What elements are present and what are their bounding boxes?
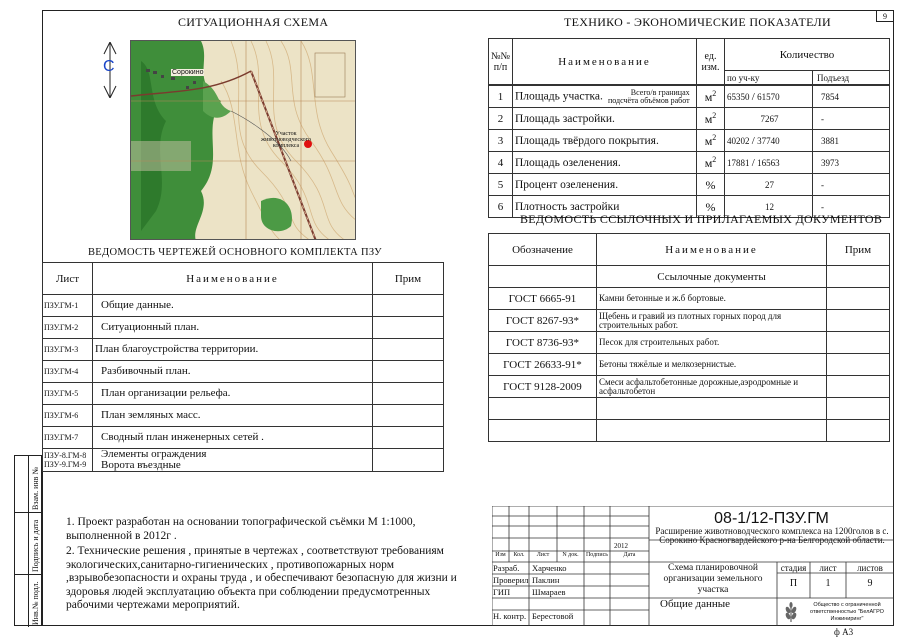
tep-row-road: - <box>813 174 890 196</box>
tep-col-name: Наименование <box>513 39 697 85</box>
tep-row-unit: м <box>704 111 713 126</box>
tep-row-name: Площадь участка. <box>515 90 603 103</box>
ref-code: ГОСТ 26633-91* <box>489 354 597 376</box>
note-1: 1. Проект разработан на основании топографической съёмки М 1:1000, выполненной в 2012г . <box>66 516 416 542</box>
tep-row-name-cell <box>513 152 697 174</box>
tep-col-no: №№ п/п <box>489 39 513 85</box>
drawing-sheet: ПЗУ.ГМ-5 <box>44 389 79 398</box>
drawings-table <box>42 262 444 472</box>
drawing-sheet: ПЗУ.ГМ-3 <box>44 345 79 354</box>
tep-row <box>489 130 890 152</box>
tep-row-unit: % <box>705 199 716 214</box>
ref-row <box>489 288 890 310</box>
tep-row-site-a: 12 <box>765 201 774 212</box>
tep-row-site-cell: 40202 / 37740 <box>725 130 813 152</box>
tep-row-unit-cell <box>697 130 725 152</box>
ref-name: Бетоны тяжёлые и мелкозернистые. <box>597 354 827 376</box>
stamp-list: 1 <box>825 578 831 589</box>
drawing-sheet: ПЗУ.ГМ-4 <box>44 367 79 376</box>
drawing-row <box>43 317 444 339</box>
drawing-sheet-cell <box>43 317 93 339</box>
tep-row-site-b: 61570 <box>757 91 780 102</box>
tep-row-site-a: 65350 <box>727 91 750 102</box>
drawing-name-cell <box>93 449 373 472</box>
tep-row-site-a: 40202 <box>727 135 750 146</box>
drawing-row <box>43 361 444 383</box>
drawing-name: План земляных масс. <box>101 409 201 421</box>
stamp-person: Харченко <box>532 563 567 573</box>
stamp-stage-header: стадия <box>780 563 807 573</box>
tep-row-name: Плотность застройки <box>515 200 620 213</box>
ref-name: Песок для строительных работ. <box>597 332 827 354</box>
stamp-org: Общество с ограниченной ответственностью "БелАГРО Инжиниринг" <box>810 602 884 622</box>
stamp-header-cell: Лист <box>536 552 550 558</box>
stamp-list-header: лист <box>819 563 837 573</box>
tep-row-unit: м <box>704 155 713 170</box>
drawing-sheet: ПЗУ.ГМ-2 <box>44 323 79 332</box>
map-village-label: Сорокино <box>172 69 204 76</box>
drawing-name: Сводный план инженерных сетей . <box>101 431 264 443</box>
drawing-row <box>43 427 444 449</box>
stamp-header-cell: N док. <box>562 552 579 558</box>
tep-row-site-a: 27 <box>765 179 774 190</box>
company-logo-icon <box>782 602 800 622</box>
ref-code: ГОСТ 6665-91 <box>489 288 597 310</box>
stamp-lists-header: листов <box>857 563 883 573</box>
drawing-name-cell <box>93 383 373 405</box>
drawing-sheet-cell <box>43 295 93 317</box>
drawings-col-note: Прим <box>373 263 444 295</box>
compass-north-arrow <box>102 42 118 98</box>
tep-row-unit-sup: 2 <box>712 110 717 120</box>
tep-row-unit-cell <box>697 174 725 196</box>
tep-row-no: 4 <box>489 152 513 174</box>
drawing-sheet: ПЗУ-8.ГМ-8 <box>44 451 87 460</box>
drawing-name-cell <box>93 317 373 339</box>
ref-row <box>489 310 890 332</box>
tep-row-unit-sup: 2 <box>712 154 717 164</box>
tep-row-name-cell <box>513 130 697 152</box>
tep-row-unit-sup: 2 <box>712 132 717 142</box>
tep-col-unit: ед. изм. <box>697 39 725 85</box>
ref-code: ГОСТ 8736-93* <box>489 332 597 354</box>
refs-table <box>488 233 890 442</box>
tep-row-road: 3881 <box>813 130 890 152</box>
ref-code: ГОСТ 9128-2009 <box>489 376 597 398</box>
ref-row <box>489 332 890 354</box>
stamp-year: 2012 <box>614 542 628 550</box>
tep-row-site-a: 17881 <box>727 157 750 168</box>
tep-row-unit: м <box>704 89 713 104</box>
drawings-col-sheet: Лист <box>43 263 93 295</box>
tep-col-road: Подъезд <box>813 71 890 85</box>
tep-row-unit-sup: 2 <box>712 88 717 98</box>
ref-code: ГОСТ 8267-93* <box>489 310 597 332</box>
drawing-name: План организации рельефа. <box>101 387 231 399</box>
drawing-sheet-2: ПЗУ-9.ГМ-9 <box>44 460 87 469</box>
drawing-sheet: ПЗУ.ГМ-7 <box>44 433 79 442</box>
refs-section: Ссылочные документы <box>597 266 827 288</box>
drawing-name-cell <box>93 405 373 427</box>
stamp-person: Берестовой <box>532 611 574 621</box>
tep-title: ТЕХНИКО - ЭКОНОМИЧЕСКИЕ ПОКАЗАТЕЛИ <box>564 15 831 29</box>
drawing-row <box>43 383 444 405</box>
drawing-sheet-cell <box>43 361 93 383</box>
stamp-role: Проверил <box>493 575 529 585</box>
drawing-row <box>43 339 444 361</box>
stamp-role: Разраб. <box>493 563 520 573</box>
stamp-project: Расширение животноводческого комплекса на 1200голов в с. Сорокино Красногвардейского р-на Белгородской области. <box>655 526 889 545</box>
stamp-lists: 9 <box>867 578 873 589</box>
drawing-row <box>43 405 444 427</box>
approval-sidebar <box>14 455 42 626</box>
tep-row-road: - <box>813 196 890 218</box>
tep-row-note: Всего/в границах подсчёта объёмов работ <box>608 87 690 105</box>
tep-row-name-cell <box>513 108 697 130</box>
tep-row-site-cell <box>725 108 813 130</box>
tep-row <box>489 152 890 174</box>
drawing-name-cell <box>93 339 373 361</box>
tep-row-site-b: 16563 <box>757 157 780 168</box>
stamp-general: Общие данные <box>660 598 731 610</box>
refs-title: ВЕДОМОСТЬ ССЫЛОЧНЫХ И ПРИЛАГАЕМЫХ ДОКУМЕНТОВ <box>520 212 883 226</box>
tep-row <box>489 108 890 130</box>
tep-row-name-cell <box>513 174 697 196</box>
stamp-code: 08-1/12-ПЗУ.ГМ <box>714 510 829 527</box>
tep-row-no: 3 <box>489 130 513 152</box>
stamp-person: Паклин <box>532 575 560 585</box>
tep-row-road: - <box>813 108 890 130</box>
refs-col-name: Наименование <box>597 234 827 266</box>
tep-row-unit-cell <box>697 86 725 108</box>
situation-map <box>130 40 356 240</box>
tep-row-unit: % <box>705 177 716 192</box>
stamp-role: Н. контр. <box>493 611 527 621</box>
stamp-sheet-title: Схема планировочной организации земельного участка <box>663 563 763 595</box>
notes <box>66 516 466 613</box>
drawing-row <box>43 295 444 317</box>
drawings-title: ВЕДОМОСТЬ ЧЕРТЕЖЕЙ ОСНОВНОГО КОМПЛЕКТА ПЗУ <box>88 247 382 258</box>
drawing-name-cell <box>93 427 373 449</box>
tep-row-unit-cell <box>697 152 725 174</box>
sidebar-inv: Инв.№ подл. <box>31 581 40 625</box>
refs-col-code: Обозначение <box>489 234 597 266</box>
drawing-name-2: Ворота въездные <box>101 459 181 471</box>
drawing-sheet-cell <box>43 383 93 405</box>
ref-row <box>489 354 890 376</box>
ref-name: Камни бетонные и ж.б бортовые. <box>597 288 827 310</box>
tep-row-no: 2 <box>489 108 513 130</box>
tep-row-site-cell <box>725 174 813 196</box>
title-block <box>492 506 894 626</box>
paper-format: ф А3 <box>834 627 854 637</box>
drawing-name: Разбивочный план. <box>101 365 191 377</box>
tep-table <box>488 38 890 218</box>
tep-row <box>489 86 890 108</box>
tep-row-road: 3973 <box>813 152 890 174</box>
tep-row-no: 5 <box>489 174 513 196</box>
drawing-name: Элементы ограждения <box>101 448 207 460</box>
drawing-sheet-cell <box>43 449 93 472</box>
map-site-label-2: животноводческого <box>261 137 311 143</box>
tep-row-site-b: 37740 <box>757 135 780 146</box>
ref-name: Смеси асфальтобетонные дорожные,аэродромные и асфальтобетон <box>597 376 827 398</box>
map-site-label-1: Участок <box>275 131 297 137</box>
tep-row-site-cell: 17881 / 16563 <box>725 152 813 174</box>
sidebar-repl: Взам. инв № <box>31 466 40 510</box>
stamp-person: Шмараев <box>532 587 566 597</box>
stamp-stage: П <box>789 578 798 589</box>
compass-label: С <box>103 58 115 75</box>
tep-row-no: 6 <box>489 196 513 218</box>
stamp-header-cell: Изм <box>495 552 506 558</box>
drawing-name-cell <box>93 295 373 317</box>
stamp-role: ГИП <box>493 587 511 597</box>
stamp-header-cell: Дата <box>623 552 636 558</box>
sidebar-sign: Подпись и дата <box>31 519 40 572</box>
drawing-sheet: ПЗУ.ГМ-6 <box>44 411 79 420</box>
situation-title: СИТУАЦИОННАЯ СХЕМА <box>178 15 329 29</box>
map-site-label-3: комплекса <box>272 143 300 149</box>
drawing-sheet-cell <box>43 427 93 449</box>
ref-name: Щебень и гравий из плотных горных пород для строительных работ. <box>597 310 827 332</box>
stamp-header-cell: Подпись <box>585 552 609 558</box>
tep-row-name: Площадь застройки. <box>515 112 615 125</box>
drawing-name: Ситуационный план. <box>101 321 200 333</box>
tep-row-name: Площадь твёрдого покрытия. <box>515 134 659 147</box>
drawing-sheet-cell <box>43 339 93 361</box>
drawing-name-cell <box>93 361 373 383</box>
drawings-col-name: Наименование <box>93 263 373 295</box>
tep-row-road: 7854 <box>813 86 890 108</box>
drawing-name: План благоустройства территории. <box>95 343 259 355</box>
tep-row-unit: м <box>704 133 713 148</box>
tep-col-qty: Количество <box>725 39 890 71</box>
stamp-header-cell: Кол. <box>513 552 525 558</box>
sheet-number: 9 <box>876 10 894 22</box>
drawing-sheet: ПЗУ.ГМ-1 <box>44 301 79 310</box>
refs-col-note: Прим <box>827 234 890 266</box>
note-2: 2. Технические решения , принятые в чертежах , соответствуют требованиям экологических,санитарно-гигиенических , противопожарных норм ,взрывобезопасности и охраны труда , и обеспечивают безопасную для жизни и здоровья людей эксплуатацию объекта при соблюдении предусмотренных рабочими чертежами мероприятий. <box>66 545 457 611</box>
tep-row-site-cell: 65350 / 61570 <box>725 86 813 108</box>
tep-row-name: Процент озеленения. <box>515 178 619 191</box>
tep-row-site-a: 7267 <box>760 113 779 124</box>
tep-row-name-cell <box>513 86 697 108</box>
tep-row-unit-cell <box>697 108 725 130</box>
drawing-sheet-cell <box>43 405 93 427</box>
tep-row-no: 1 <box>489 86 513 108</box>
tep-row <box>489 174 890 196</box>
tep-row-name: Площадь озеленения. <box>515 156 621 169</box>
tep-col-site: по уч-ку <box>725 71 813 85</box>
drawing-row <box>43 449 444 472</box>
drawing-name: Общие данные. <box>101 299 174 311</box>
ref-row <box>489 376 890 398</box>
